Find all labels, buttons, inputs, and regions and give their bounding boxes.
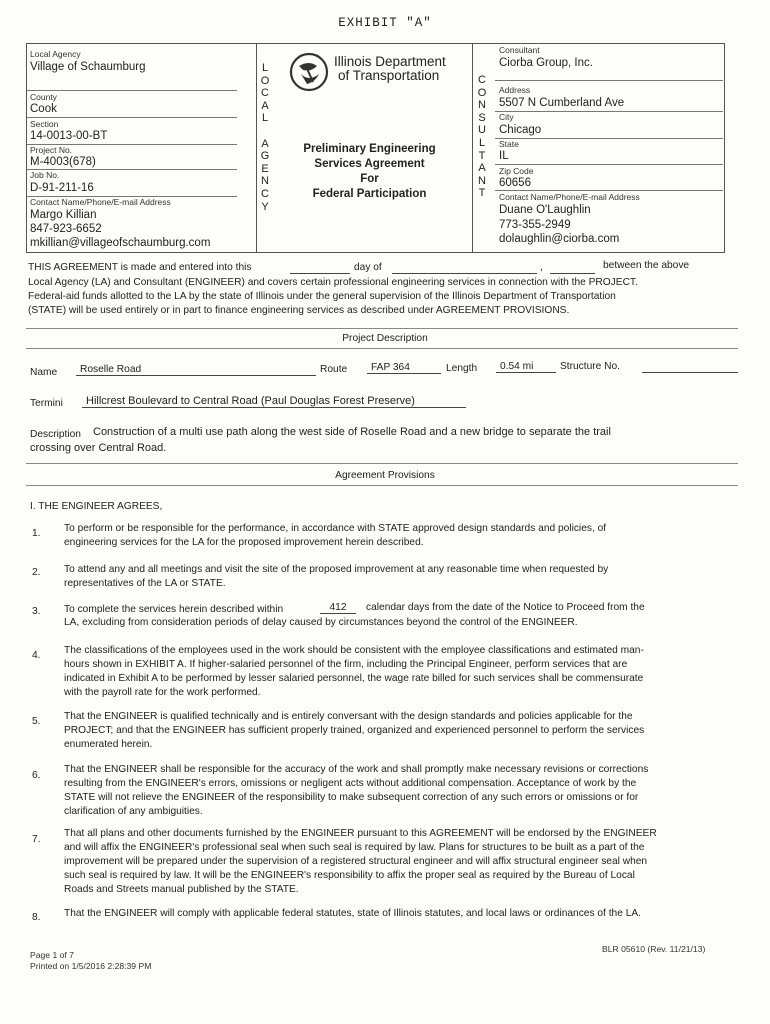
local-agency-label: Local Agency: [30, 49, 81, 59]
route-value: FAP 364: [367, 362, 441, 374]
local-contact-phone: 847-923-6652: [30, 223, 102, 235]
local-agency-vertical-letter: G: [260, 150, 270, 163]
address-label: Address: [499, 85, 531, 95]
section-label: Section: [30, 119, 59, 129]
form-number: BLR 05610 (Rev. 11/21/13): [602, 944, 706, 954]
item-4-line: hours shown in EXHIBIT A. If higher-salaried personnel of the firm, including the Principal Engineer, perform services that are: [64, 659, 628, 670]
agreement-intro-w3: ,: [540, 262, 543, 273]
consultant-vertical-letter: N: [478, 174, 486, 187]
length-value: 0.54 mi: [496, 361, 556, 373]
termini-label: Termini: [30, 398, 63, 409]
local-contact-label: Contact Name/Phone/E-mail Address: [30, 197, 171, 207]
consultant-label: Consultant: [499, 45, 540, 55]
local-agency-vertical-letter: L: [261, 62, 269, 74]
name-label: Name: [30, 367, 58, 378]
zip-label: Zip Code: [499, 166, 534, 176]
item-number: 3.: [32, 606, 41, 617]
local-agency-vertical-letter: O: [260, 74, 270, 87]
item-5-line: PROJECT; and that the ENGINEER has sufficient properly trained, organized and experienced personnel to perform the services: [64, 725, 645, 736]
local-agency-vertical-letter: A: [261, 99, 269, 112]
local-contact-email: mkillian@villageofschaumburg.com: [30, 237, 211, 249]
consultant-contact-phone: 773-355-2949: [499, 219, 571, 231]
job-number-value: D-91-211-16: [30, 182, 94, 194]
agreement-type-line: Preliminary Engineering: [303, 143, 436, 155]
consultant-value: Ciorba Group, Inc.: [499, 57, 593, 69]
structure-number-label: Structure No.: [560, 361, 621, 372]
item-8-line: That the ENGINEER will comply with applicable federal statutes, state of Illinois statutes, and local laws or ordinances of the LA.: [64, 908, 642, 919]
name-value: Roselle Road: [76, 364, 316, 376]
agreement-type-title: [282, 142, 457, 202]
item-2-line: representatives of the LA or STATE.: [64, 578, 226, 589]
route-label: Route: [320, 364, 348, 375]
consultant-vertical-letter: T: [478, 149, 486, 162]
item-6-line: That the ENGINEER shall be responsible for the accuracy of the work and shall promptly make necessary revisions or corrections: [64, 764, 649, 775]
county-value: Cook: [30, 103, 57, 115]
item-1-line: engineering services for the LA for the proposed improvement herein described.: [64, 537, 424, 548]
item-4-line: indicated in Exhibit A to be performed by lesser salaried personnel, the wage rate billed for such services shall be commensurate: [64, 673, 644, 684]
idot-logo-icon: [289, 52, 329, 92]
consultant-vertical-letter: A: [478, 162, 486, 175]
zip-value: 60656: [499, 177, 531, 189]
local-agency-vertical-letter: N: [261, 175, 269, 188]
city-label: City: [499, 112, 514, 122]
description-line1: Construction of a multi use path along the west side of Roselle Road and a new bridge to separate the trail: [93, 426, 611, 438]
project-number-label: Project No.: [30, 145, 73, 155]
item-7-line: and will affix the ENGINEER's professional seal when such seal is required by law. Plans for structures to be built as a part of the: [64, 842, 645, 853]
calendar-days-value: 412: [320, 602, 356, 614]
structure-number-value: [642, 360, 738, 373]
local-agency-vertical-letter: [259, 125, 271, 138]
agreement-intro-w2: day of: [354, 262, 382, 273]
item-3-line: calendar days from the date of the Notice to Proceed from the: [366, 602, 645, 613]
item-6-line: resulting from the ENGINEER's errors, omissions or negligent acts without additional compensation. Acceptance of work by the: [64, 778, 637, 789]
termini-value: Hillcrest Boulevard to Central Road (Paul Douglas Forest Preserve): [82, 395, 466, 408]
item-7-line: improvement will be prepared under the supervision of a registered structural engineer and will affix structural engineer seal when: [64, 856, 648, 867]
idot-name-line1: Illinois Department: [334, 54, 446, 69]
item-3-line: To complete the services herein described within: [64, 604, 284, 615]
agreement-intro-w4: between the above: [603, 260, 690, 271]
project-number-value: M-4003(678): [30, 156, 96, 168]
consultant-vertical-letter: T: [478, 187, 486, 200]
length-label: Length: [446, 363, 478, 374]
engineer-agrees-heading: I. THE ENGINEER AGREES,: [30, 501, 163, 512]
item-1-line: To perform or be responsible for the performance, in accordance with STATE approved design standards and policies, of: [64, 523, 607, 534]
exhibit-title: EXHIBIT "A": [338, 16, 432, 30]
address-value: 5507 N Cumberland Ave: [499, 97, 625, 109]
state-value: IL: [499, 150, 509, 162]
agreement-type-line: Services Agreement: [314, 158, 425, 170]
consultant-contact-name: Duane O'Laughlin: [499, 204, 591, 216]
item-7-line: Roads and Streets manual published by the STATE.: [64, 884, 299, 895]
consultant-vertical-label: [476, 74, 488, 200]
item-number: 4.: [32, 650, 41, 661]
local-agency-vertical-letter: A: [261, 137, 269, 150]
item-number: 2.: [32, 567, 41, 578]
item-5-line: That the ENGINEER is qualified technically and is entirely conversant with the design standards and policies applicable for the: [64, 711, 633, 722]
description-line2: crossing over Central Road.: [30, 442, 167, 454]
item-number: 5.: [32, 716, 41, 727]
consultant-vertical-letter: N: [478, 99, 486, 112]
agreement-provisions-title: Agreement Provisions: [335, 470, 435, 481]
item-2-line: To attend any and all meetings and visit the site of the proposed improvement at any reasonable time when requested by: [64, 564, 609, 575]
section-value: 14-0013-00-BT: [30, 130, 108, 142]
item-number: 1.: [32, 528, 41, 539]
consultant-vertical-letter: U: [478, 124, 486, 137]
consultant-vertical-letter: S: [478, 111, 486, 124]
local-contact-name: Margo Killian: [30, 209, 97, 221]
project-description-title: Project Description: [342, 333, 428, 344]
description-label: Description: [30, 429, 81, 440]
item-number: 6.: [32, 770, 41, 781]
agreement-intro-line2: Local Agency (LA) and Consultant (ENGINEER) and covers certain professional engineering services in connection with the PROJECT.: [28, 277, 638, 288]
agreement-type-line: Federal Participation: [312, 188, 427, 200]
item-number: 7.: [32, 834, 41, 845]
local-agency-value: Village of Schaumburg: [30, 61, 146, 73]
consultant-vertical-letter: L: [478, 136, 486, 149]
state-label: State: [499, 139, 519, 149]
printed-timestamp: Printed on 1/5/2016 2:28:39 PM: [30, 961, 152, 971]
item-3-line: LA, excluding from consideration periods of delay caused by circumstances beyond the control of the ENGINEER.: [64, 617, 578, 628]
item-4-line: The classifications of the employees used in the work should be consistent with the employee classifications and estimated man-: [64, 645, 644, 656]
job-number-label: Job No.: [30, 170, 60, 180]
local-agency-vertical-letter: L: [261, 112, 269, 125]
consultant-contact-label: Contact Name/Phone/E-mail Address: [499, 192, 640, 202]
consultant-contact-email: dolaughlin@ciorba.com: [499, 233, 620, 245]
agreement-intro-w1: THIS AGREEMENT is made and entered into this: [28, 262, 252, 273]
item-6-line: clarification of any ambiguities.: [64, 806, 203, 817]
item-7-line: That all plans and other documents furnished by the ENGINEER pursuant to this AGREEMENT will be endorsed by the ENGINEER: [64, 828, 657, 839]
consultant-vertical-letter: C: [478, 74, 486, 86]
item-6-line: STATE will not relieve the ENGINEER of the responsibility to make subsequent correction of any such errors or omissions or for: [64, 792, 639, 803]
local-agency-vertical-letter: C: [261, 187, 269, 200]
county-label: County: [30, 92, 57, 102]
agreement-intro-line3: Federal-aid funds allotted to the LA by the state of Illinois under the general supervision of the Illinois Department of Transportation: [28, 291, 616, 302]
page-number: Page 1 of 7: [30, 950, 74, 960]
idot-name-line2: of Transportation: [338, 68, 440, 83]
local-agency-vertical-letter: Y: [261, 200, 269, 213]
consultant-vertical-letter: O: [477, 86, 487, 99]
local-agency-vertical-letter: E: [261, 162, 269, 175]
agreement-type-line: For: [360, 173, 379, 185]
header-box: [26, 43, 725, 253]
city-value: Chicago: [499, 124, 542, 136]
item-5-line: enumerated herein.: [64, 739, 153, 750]
local-agency-vertical-letter: C: [261, 87, 269, 100]
local-agency-vertical-label: [259, 62, 271, 213]
agreement-intro-line4: (STATE) will be used entirely or in part to finance engineering services as described under AGREEMENT PROVISIONS.: [28, 305, 570, 316]
item-7-line: such seal is required by law. It will be the ENGINEER's responsibility to affix the proper seal as required by the Bureau of Local: [64, 870, 635, 881]
item-number: 8.: [32, 912, 41, 923]
item-4-line: with the payroll rate for the work performed.: [64, 687, 261, 698]
